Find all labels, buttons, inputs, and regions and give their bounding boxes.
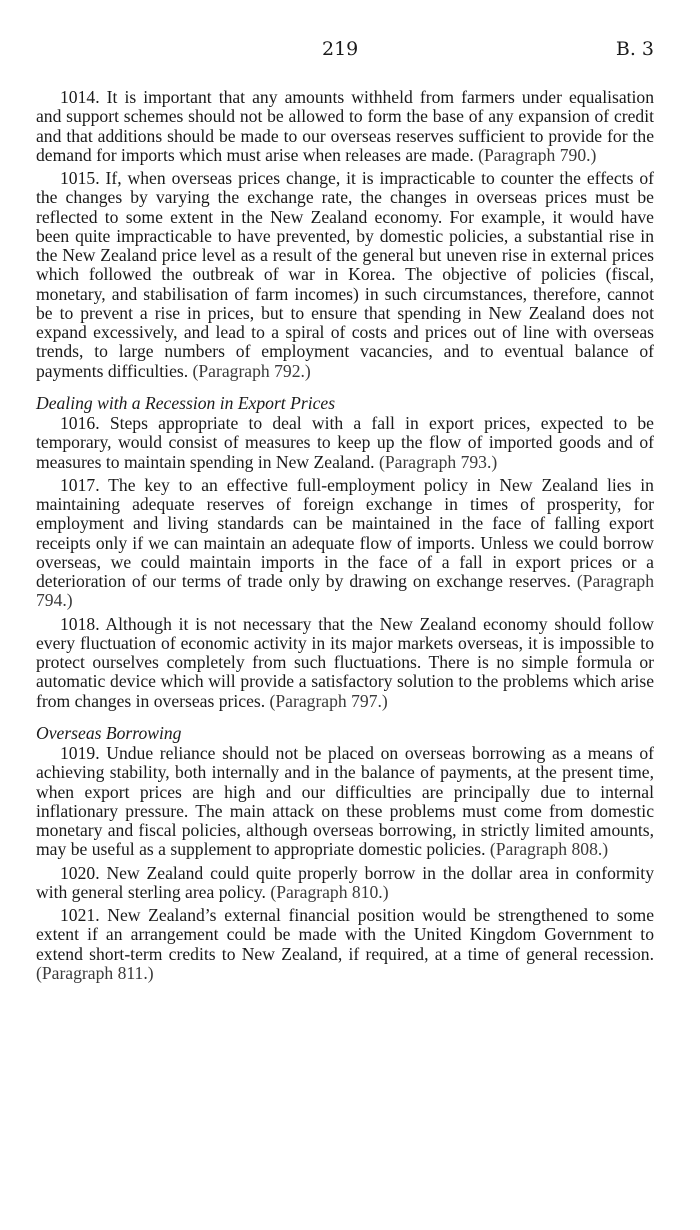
page-header [0, 38, 700, 62]
paragraph-1021 [36, 906, 654, 983]
paragraph-number: 1020. [60, 862, 100, 883]
paragraph-reference: (Paragraph 810.) [270, 881, 389, 902]
paragraph-1014 [36, 88, 654, 165]
page-number: 219 [322, 38, 359, 60]
paragraph-reference: (Paragraph 790.) [478, 144, 597, 165]
paragraph-number: 1018. [60, 613, 100, 634]
document-reference: B. 3 [615, 38, 654, 60]
paragraph-text: Although it is not necessary that the New Zealand economy should follow every fluctuation of economic activity in its major markets overseas, it is impossible to protect ourselves completely from such fluctuations. There is no simple formula or automatic device which will provide a satisfactory solution to the problems which arise from changes in overseas prices. [36, 613, 654, 711]
paragraph-number: 1014. [60, 87, 100, 107]
paragraph-reference: (Paragraph 797.) [269, 690, 388, 711]
paragraph-number: 1019. [60, 743, 100, 763]
paragraph-1016 [36, 414, 654, 472]
paragraph-text: If, when overseas prices change, it is impracticable to counter the effects of the changes by varying the exchange rate, the changes in overseas prices must be reflected to some extent in the New Zealand economy. For example, it would have been quite impracticable to have prevented, by domestic policies, a substantial rise in the New Zealand price level as a result of the general but uneven rise in external prices which followed the outbreak of war in Korea. The objective of policies (fiscal, monetary, and stabilisation of farm incomes) in such circumstances, therefore, cannot be to prevent a rise in prices, but to ensure that spending in New Zealand does not expand excessively, and lead to a spiral of costs and prices out of line with overseas trends, to large numbers of employment vacancies, and to eventual balance of payments difficulties. [36, 168, 654, 381]
paragraph-reference: (Paragraph 793.) [379, 451, 498, 472]
section-heading-recession: Dealing with a Recession in Export Prices [36, 392, 336, 413]
paragraph-1017 [36, 476, 654, 611]
paragraph-number: 1015. [60, 168, 100, 188]
paragraph-text: Undue reliance should not be placed on overseas borrowing as a means of achieving stability, both internally and in the balance of payments, at the present time, when export prices are high and our difficulties are principally due to internal inflationary pressure. The main attack on these problems must come from domestic monetary and fiscal policies, although overseas borrowing, in strictly limited amounts, may be useful as a supplement to appropriate domestic policies. [36, 743, 654, 860]
paragraph-text: New Zealand’s external financial position would be strengthened to some extent if an arrangement could be made with the United Kingdom Government to extend short-term credits to New Zealand, if required, at a time of general recession. [36, 905, 655, 964]
paragraph-1020 [36, 864, 654, 903]
paragraph-1018 [36, 615, 654, 711]
paragraph-1015 [36, 169, 654, 381]
paragraph-text: It is important that any amounts withheld from farmers under equalisation and support schemes should not be allowed to form the base of any expansion of credit and that additions should be made to our overseas reserves sufficient to provide for the demand for imports which must arise when releases are made. [36, 87, 654, 165]
paragraph-1019 [36, 744, 654, 860]
document-body [36, 88, 654, 987]
paragraph-reference: (Paragraph 794.) [36, 571, 654, 611]
paragraph-text: The key to an effective full-employment policy in New Zealand lies in maintaining adequate reserves of foreign exchange in times of prosperity, for employment and living standards can be maintained in the face of falling export receipts only if we can maintain an adequate flow of imports. Unless we could borrow overseas, we could maintain imports in the face of a fall in export prices or a deterioration of our terms of trade only by drawing on exchange reserves. [36, 474, 654, 591]
paragraph-number: 1016. [60, 413, 100, 433]
section-heading-borrowing: Overseas Borrowing [36, 722, 182, 743]
paragraph-number: 1017. [60, 474, 100, 495]
paragraph-reference: (Paragraph 808.) [489, 839, 609, 860]
paragraph-number: 1021. [60, 905, 100, 925]
paragraph-text: New Zealand could quite properly borrow in the dollar area in conformity with general sterling area policy. [36, 862, 654, 902]
paragraph-reference: (Paragraph 811.) [36, 962, 154, 983]
paragraph-text: Steps appropriate to deal with a fall in export prices, expected to be temporary, would consist of measures to keep up the flow of imported goods and of measures to maintain spending in New Zealand. [36, 413, 654, 472]
paragraph-reference: (Paragraph 792.) [192, 360, 311, 381]
